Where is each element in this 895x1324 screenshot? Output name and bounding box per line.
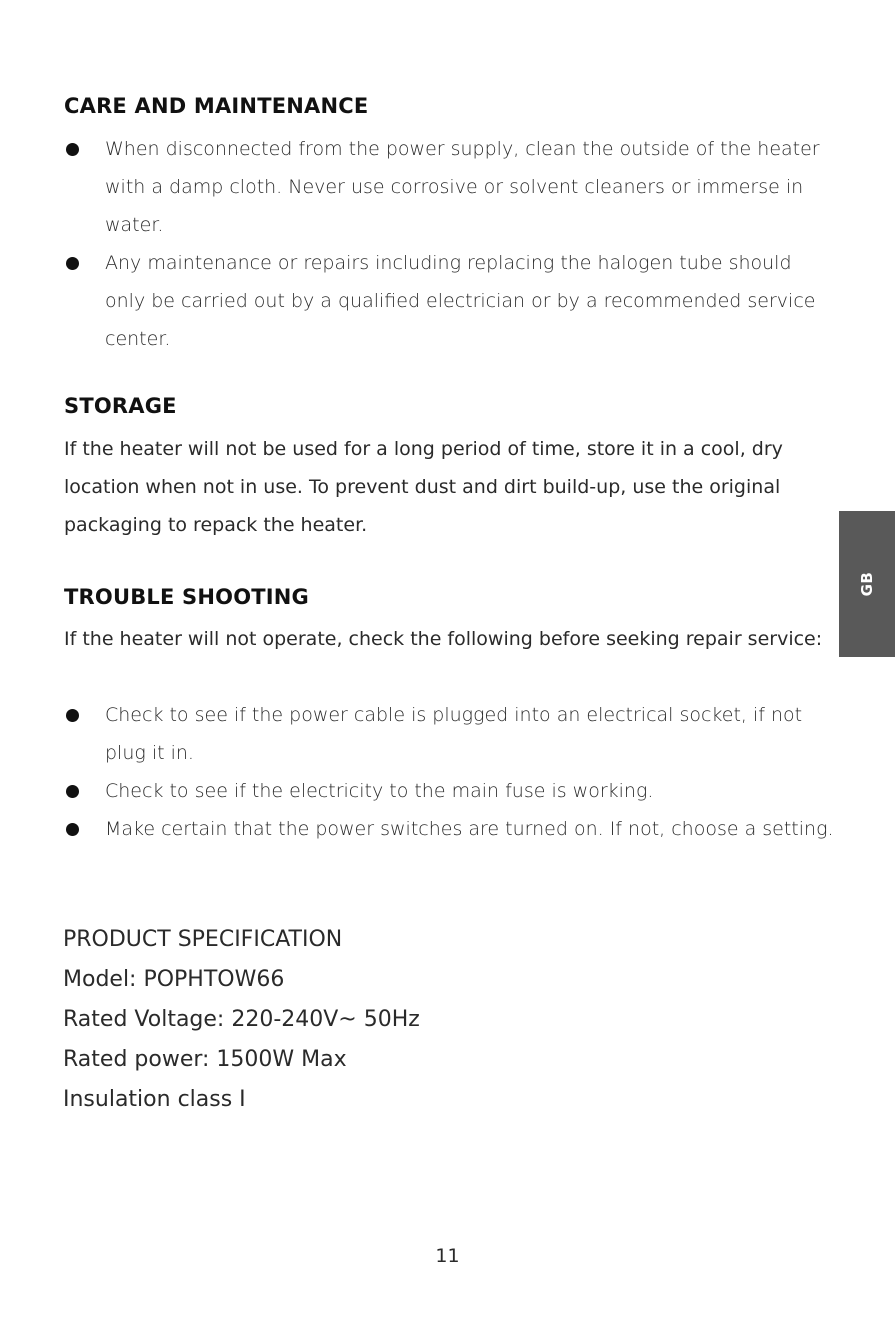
care-maintenance-heading: CARE AND MAINTENANCE [64, 94, 369, 118]
list-item [64, 696, 834, 772]
bullet-icon [66, 709, 79, 722]
care-maintenance-list [64, 130, 834, 358]
bullet-text: Make certain that the power switches are turned on. If not, choose a setting. [105, 818, 834, 840]
spec-insulation: Insulation class I [63, 1087, 246, 1112]
bullet-text: Any maintenance or repairs including replacing the halogen tube should only be carried out by a qualified electrician or by a recommended service center. [105, 252, 816, 350]
language-tab-label: GB [858, 571, 876, 597]
list-item [64, 810, 834, 848]
troubleshooting-heading: TROUBLE SHOOTING [64, 585, 309, 609]
spec-power: Rated power: 1500W Max [63, 1047, 347, 1072]
bullet-text: Check to see if the power cable is plugged into an electrical socket, if not plug it in. [105, 704, 803, 764]
bullet-text: Check to see if the electricity to the main fuse is working. [105, 780, 654, 802]
list-item [64, 244, 834, 358]
bullet-icon [66, 823, 79, 836]
spec-voltage: Rated Voltage: 220-240V~ 50Hz [63, 1007, 420, 1032]
bullet-icon [66, 785, 79, 798]
language-tab [839, 511, 895, 657]
storage-heading: STORAGE [64, 394, 177, 418]
bullet-text: When disconnected from the power supply, clean the outside of the heater with a damp cloth. Never use corrosive or solvent cleaners or immerse in water. [105, 138, 820, 236]
spec-title: PRODUCT SPECIFICATION [63, 927, 343, 952]
storage-paragraph: If the heater will not be used for a long period of time, store it in a cool, dry location when not in use. To prevent dust and dirt build-up, use the original packaging to repack the heater. [64, 438, 783, 536]
bullet-icon [66, 257, 79, 270]
spec-model: Model: POPHTOW66 [63, 967, 285, 992]
list-item [64, 130, 834, 244]
bullet-icon [66, 143, 79, 156]
product-specification [63, 920, 420, 1120]
troubleshooting-intro: If the heater will not operate, check the following before seeking repair service: [64, 628, 823, 650]
page-number: 11 [435, 1245, 460, 1267]
list-item [64, 772, 834, 810]
troubleshooting-list [64, 696, 834, 848]
